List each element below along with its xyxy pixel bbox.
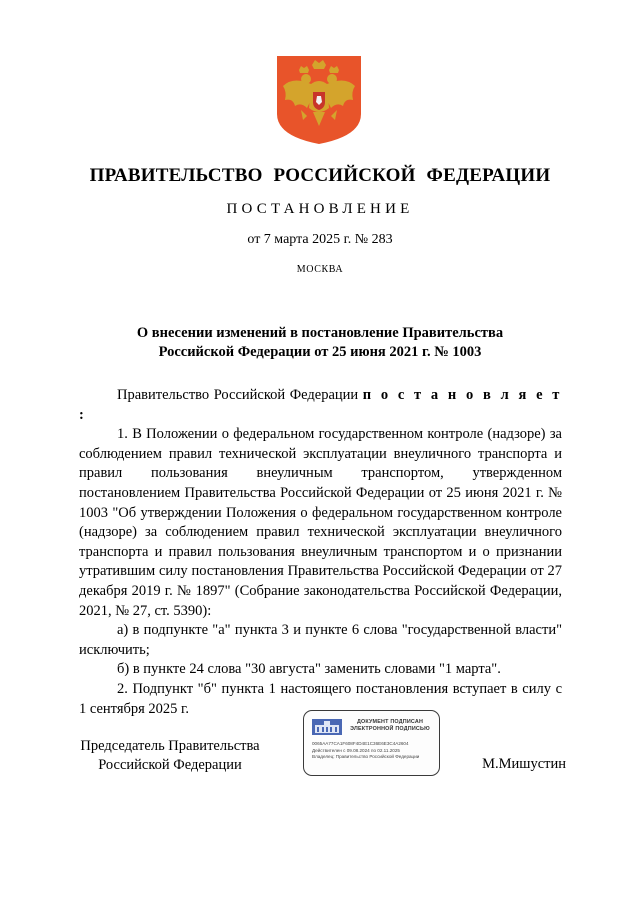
signatory-position-line-1: Председатель Правительства (80, 738, 260, 754)
intro-text: Правительство Российской Федерации (117, 387, 359, 403)
stamp-serial: 0065AA77CA1F608F4D4E1C36E6E3C4A2604 (312, 741, 409, 746)
stamp-validity: Действителен с 09.08.2024 по 02.11.2025 (312, 748, 400, 753)
document-subject (80, 324, 560, 362)
stamp-heading (342, 719, 438, 733)
intro-keyword: п о с т а н о в л я е т : (79, 387, 563, 423)
document-body (79, 386, 562, 719)
electronic-signature-stamp (303, 710, 440, 776)
government-building-icon (312, 719, 342, 735)
subject-line-2: Российской Федерации от 25 июня 2021 г. № 1003 (158, 344, 482, 360)
document-city: МОСКВА (296, 264, 344, 275)
paragraph-1b: б) в пункте 24 слова "30 августа" заменить словами "1 марта". (117, 661, 501, 678)
signatory-position-line-2: Российской Федерации (98, 757, 242, 773)
stamp-heading-line-1: ДОКУМЕНТ ПОДПИСАН (356, 719, 424, 725)
intro-paragraph (79, 386, 562, 425)
stamp-owner: Владелец: Правительство Российской Федерации (312, 754, 420, 759)
document-type: ПОСТАНОВЛЕНИЕ (226, 201, 414, 217)
signatory-name: М.Мишустин (482, 756, 566, 772)
subject-line-1: О внесении изменений в постановление Правительства (136, 325, 504, 341)
government-title: ПРАВИТЕЛЬСТВО РОССИЙСКОЙ ФЕДЕРАЦИИ (89, 165, 551, 186)
stamp-details (312, 748, 436, 760)
signatory-position (60, 737, 280, 775)
document-date-number: от 7 марта 2025 г. № 283 (247, 232, 393, 247)
paragraph-1: 1. В Положении о федеральном государственном контроле (надзоре) за соблюдением правил технической эксплуатации внеуличного транспорта и правил пользования внеуличным транспортом, утвержденном постановлением Правительства Российской Федерации от 25 июня 2021 г. № 1003 "Об утверждении Положения о федеральном государственном контроле (надзоре) за соблюдением правил технической эксплуатации внеуличного транспорта и правил пользования внеуличным транспортом и о признании утратившим силу постановления Правительства Российской Федерации от 27 декабря 2019 г. № 1897" (Собрание законодательства Российской Федерации, 2021, № 27, ст. 5390): (79, 426, 562, 619)
stamp-heading-line-2: ЭЛЕКТРОННОЙ ПОДПИСЬЮ (350, 726, 430, 732)
paragraph-2: 2. Подпункт "б" пункта 1 настоящего постановления вступает в силу с 1 сентября 2025 г. (79, 680, 562, 717)
paragraph-1a: а) в подпункте "а" пункта 3 и пункте 6 слова "государственной власти" исключить; (79, 622, 562, 658)
coat-of-arms-icon (277, 56, 361, 144)
